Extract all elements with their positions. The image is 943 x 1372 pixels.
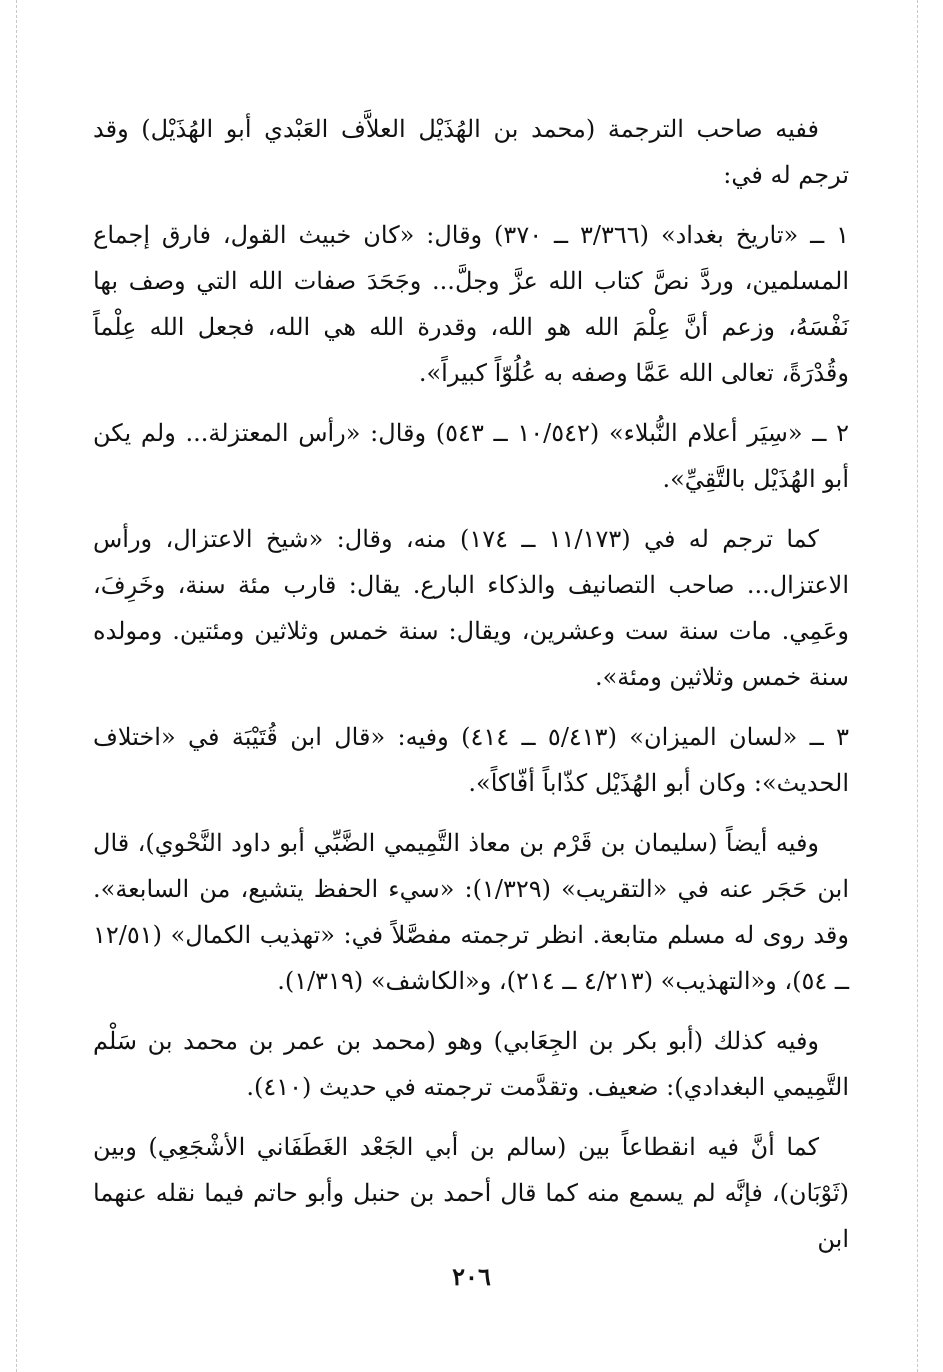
paragraph-item-1: ١ ــ «تاريخ بغداد» (٣/٣٦٦ ــ ٣٧٠) وقال: «كان خبيث القول، فارق إجماع المسلمين، وردَّ نصَّ كتاب الله عزَّ وجلَّ... وجَحَدَ صفات الله التي وصف بها نَفْسَهُ، وزعم أنَّ عِلْمَ الله هو الله، وقدرة الله هي الله، فجعل الله عِلْماً وقُدْرَةً، تعالى الله عَمَّا وصفه به عُلُوّاً كبيراً».	[93, 221, 849, 387]
paragraph-item-3: ٣ ــ «لسان الميزان» (٥/٤١٣ ــ ٤١٤) وفيه: «قال ابن قُتَيْبَة في «اختلاف الحديث»: وكان أبو الهُذَيْل كذّاباً أفّاكاً».	[93, 723, 849, 797]
paragraph-sulaiman: وفيه أيضاً (سليمان بن قَرْم بن معاذ التَّمِيمي الضَّبِّي أبو داود النَّحْوي)، قال ابن حَجَر عنه في «التقريب» (١/٣٢٩): «سيء الحفظ يتشيع، من السابعة». وقد روى له مسلم متابعة. انظر ترجمته مفصَّلاً في: «تهذيب الكمال» (١٢/٥١ ــ ٥٤)، و«التهذيب» (٤/٢١٣ ــ ٢١٤)، و«الكاشف» (١/٣١٩).	[93, 829, 849, 995]
page-edge-left	[16, 0, 17, 1372]
paragraph-inqita: كما أنَّ فيه انقطاعاً بين (سالم بن أبي الجَعْد الغَطَفَاني الأشْجَعِي) وبين (ثَوْبَان)، فإنَّه لم يسمع منه كما قال أحمد بن حنبل وأبو حاتم فيما نقله عنهما ابن	[93, 1133, 849, 1253]
paragraph-jiabi: وفيه كذلك (أبو بكر بن الجِعَابي) وهو (محمد بن عمر بن محمد بن سَلْم التَّمِيمي البغدادي): ضعيف. وتقدَّمت ترجمته في حديث (٤١٠).	[93, 1027, 849, 1101]
paragraph-item-2-continued: كما ترجم له في (١١/١٧٣ ــ ١٧٤) منه، وقال: «شيخ الاعتزال، ورأس الاعتزال... صاحب التصانيف والذكاء البارع. يقال: قارب مئة سنة، وخَرِفَ، وعَمِي. مات سنة ست وعشرين، ويقال: سنة خمس وثلاثين ومئتين. ومولده سنة خمس وثلاثين ومئة».	[93, 525, 849, 691]
paragraph-item-2: ٢ ــ «سِيَر أعلام النُّبلاء» (١٠/٥٤٢ ــ ٥٤٣) وقال: «رأس المعتزلة... ولم يكن أبو الهُذَيْل بالتَّقِيِّ».	[93, 419, 849, 493]
page-edge-right	[917, 0, 918, 1372]
body-text	[93, 106, 849, 1276]
paragraph-intro: ففيه صاحب الترجمة (محمد بن الهُذَيْل العلاَّف العَبْدي أبو الهُذَيْل) وقد ترجم له في:	[93, 115, 849, 189]
page-number: ٢٠٦	[452, 1262, 491, 1291]
